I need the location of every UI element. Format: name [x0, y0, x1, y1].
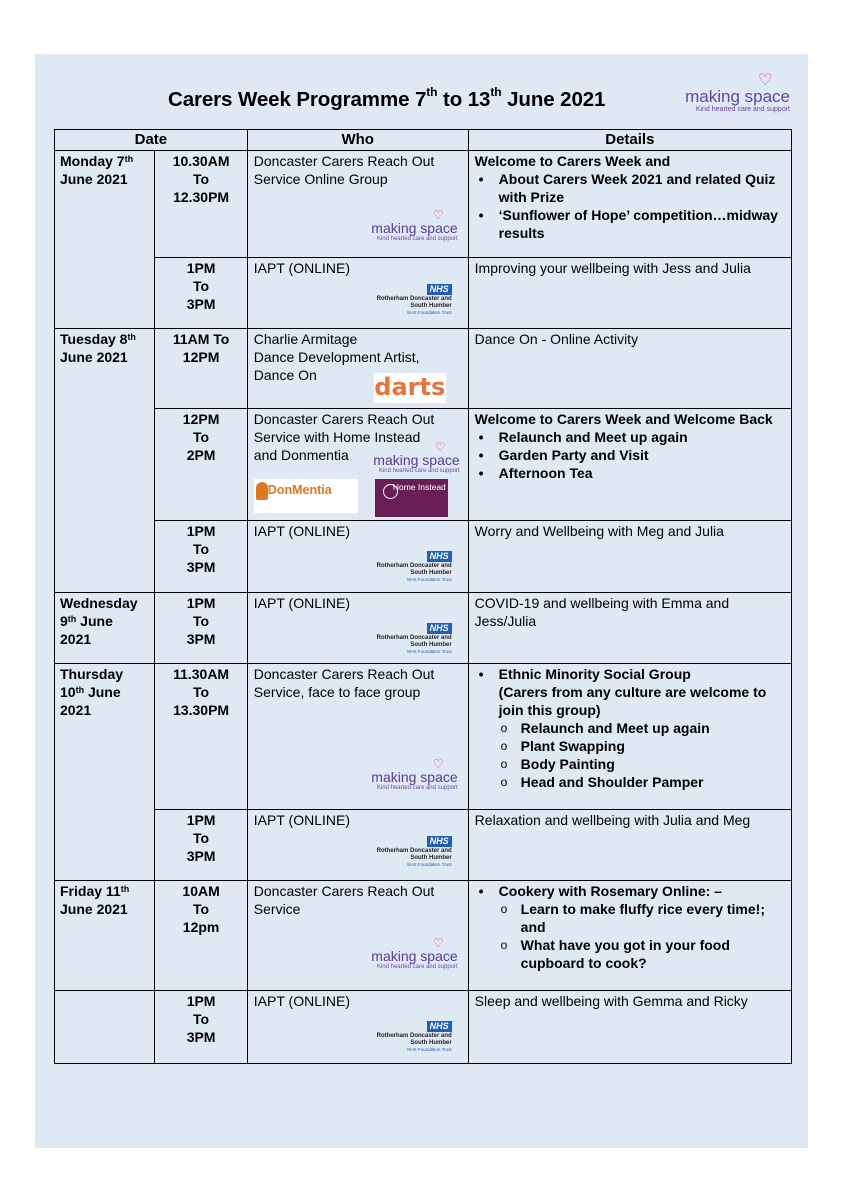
who-cell: IAPT (ONLINE) NHS Rotherham Doncaster and South Humber NHS Foundation Trust [247, 810, 468, 881]
details-cell: • Cookery with Rosemary Online: – o Learn to make fluffy rice every time!; and o What have you got in your food cupboard to cook? [468, 881, 791, 991]
day-cell-thursday: Thursday 10th June 2021 [55, 664, 155, 881]
time-cell: 1PM To 3PM [155, 593, 247, 664]
time-cell: 12PM To 2PM [155, 409, 247, 521]
time-cell: 1PM To 3PM [155, 991, 247, 1064]
heart-icon: ♡ [758, 72, 773, 89]
day-cell-wednesday: Wednesday 9th June 2021 [55, 593, 155, 664]
heart-icon: ♡ [432, 208, 444, 222]
table-row [55, 151, 792, 258]
details-cell: Relaxation and wellbeing with Julia and Meg [468, 810, 791, 881]
heart-icon: ♡ [434, 440, 446, 454]
darts-logo: darts [374, 373, 446, 401]
time-cell: 1PM To 3PM [155, 521, 247, 593]
time-cell: 11AM To 12PM [155, 329, 247, 409]
donmentia-logo: DonMentia [254, 479, 358, 513]
time-cell: 11.30AM To 13.30PM [155, 664, 247, 810]
day-cell-tuesday: Tuesday 8th June 2021 [55, 329, 155, 593]
who-cell: Doncaster Carers Reach Out Service, face to face group ♡ making space Kind hearted care and support [247, 664, 468, 810]
making-space-logo: ♡ making space Kind hearted care and support [360, 441, 460, 475]
details-cell: Welcome to Carers Week and • About Carers Week 2021 and related Quiz with Prize • ‘Sunflower of Hope’ competition…midway results [468, 151, 791, 258]
table-row [55, 991, 792, 1064]
heart-icon: ♡ [432, 936, 444, 950]
heart-icon: ♡ [432, 757, 444, 771]
table-row [55, 258, 792, 329]
who-cell: Doncaster Carers Reach Out Service Online Group ♡ making space Kind hearted care and support [247, 151, 468, 258]
who-cell: Charlie Armitage Dance Development Artist, Dance On darts [247, 329, 468, 409]
page-title: Carers Week Programme 7th to 13th June 2021 [168, 85, 606, 111]
details-cell: Welcome to Carers Week and Welcome Back • Relaunch and Meet up again • Garden Party and Visit • Afternoon Tea [468, 409, 791, 521]
time-cell: 10AM To 12pm [155, 881, 247, 991]
making-space-logo: ♡ making space Kind hearted care and support [358, 937, 458, 971]
table-row [55, 329, 792, 409]
who-cell: IAPT (ONLINE) NHS Rotherham Doncaster and South Humber NHS Foundation Trust [247, 521, 468, 593]
who-cell: Doncaster Carers Reach Out Service ♡ making space Kind hearted care and support [247, 881, 468, 991]
details-cell: Dance On - Online Activity [468, 329, 791, 409]
head-icon [256, 482, 268, 500]
table-row [55, 810, 792, 881]
table-row [55, 664, 792, 810]
time-cell: 10.30AM To 12.30PM [155, 151, 247, 258]
details-cell: Improving your wellbeing with Jess and Julia [468, 258, 791, 329]
day-cell-empty [55, 991, 155, 1064]
making-space-logo: ♡ making space Kind hearted care and support [358, 209, 458, 243]
nhs-logo: NHS Rotherham Doncaster and South Humber NHS Foundation Trust [376, 623, 452, 654]
nhs-logo: NHS Rotherham Doncaster and South Humber NHS Foundation Trust [376, 551, 452, 582]
header-who: Who [247, 130, 468, 151]
who-cell: IAPT (ONLINE) NHS Rotherham Doncaster and South Humber NHS Foundation Trust [247, 593, 468, 664]
who-cell: IAPT (ONLINE) NHS Rotherham Doncaster and South Humber NHS Foundation Trust [247, 991, 468, 1064]
nhs-logo: NHS Rotherham Doncaster and South Humber NHS Foundation Trust [376, 284, 452, 315]
time-cell: 1PM To 3PM [155, 810, 247, 881]
table-row [55, 593, 792, 664]
day-cell-monday: Monday 7th June 2021 [55, 151, 155, 329]
who-cell: Doncaster Carers Reach Out Service with Home Instead and Donmentia ♡ making space Kind hearted care and support DonMentia Home Instead [247, 409, 468, 521]
details-cell: COVID-19 and wellbeing with Emma and Jess/Julia [468, 593, 791, 664]
who-cell: IAPT (ONLINE) NHS Rotherham Doncaster and South Humber NHS Foundation Trust [247, 258, 468, 329]
header-date: Date [55, 130, 248, 151]
details-cell: Worry and Wellbeing with Meg and Julia [468, 521, 791, 593]
table-header-row [55, 130, 792, 151]
nhs-logo: NHS Rotherham Doncaster and South Humber NHS Foundation Trust [376, 1021, 452, 1052]
making-space-logo: ♡ making space Kind hearted care and support [685, 72, 790, 113]
programme-table [54, 129, 792, 1064]
day-cell-friday: Friday 11th June 2021 [55, 881, 155, 991]
nhs-logo: NHS Rotherham Doncaster and South Humber NHS Foundation Trust [376, 836, 452, 867]
header-details: Details [468, 130, 791, 151]
home-instead-logo: Home Instead [375, 479, 448, 517]
home-instead-icon [383, 484, 398, 499]
table-row [55, 881, 792, 991]
table-row [55, 409, 792, 521]
details-cell: • Ethnic Minority Social Group (Carers from any culture are welcome to join this group) o Relaunch and Meet up again o Plant Swapping o Body Painting o Head and Shoulder Pamper [468, 664, 791, 810]
time-cell: 1PM To 3PM [155, 258, 247, 329]
details-cell: Sleep and wellbeing with Gemma and Ricky [468, 991, 791, 1064]
making-space-logo: ♡ making space Kind hearted care and support [358, 758, 458, 792]
table-row [55, 521, 792, 593]
